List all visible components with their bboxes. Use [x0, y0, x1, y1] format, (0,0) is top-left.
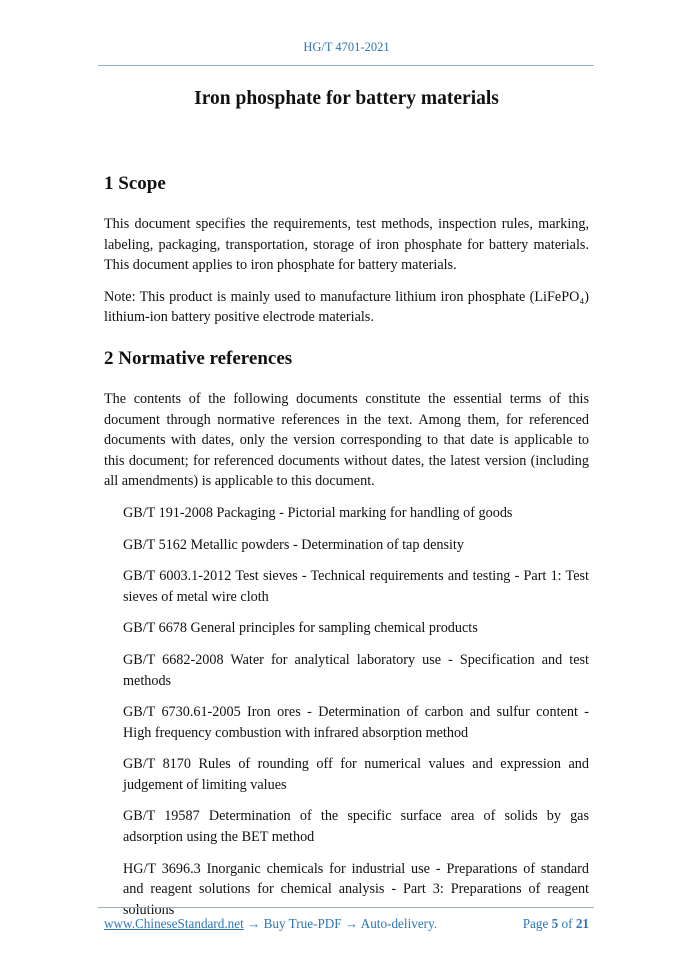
page-of-label: of: [561, 916, 573, 931]
section-heading-normative-references: 2 Normative references: [104, 347, 293, 369]
footer-promo: [104, 916, 437, 932]
reference-item: GB/T 191-2008 Packaging - Pictorial marking for handling of goods: [123, 504, 513, 521]
reference-item: GB/T 5162 Metallic powders - Determination of tap density: [123, 536, 464, 553]
normative-references-intro: The contents of the following documents constitute the essential terms of this document through normative references in the text. Among them, for referenced documents with dates, only the version corresponding to that date is applicable to this document; for referenced documents without dates, the latest version (including all amendments) is applicable to this document.: [104, 390, 589, 490]
scope-note: Note: This product is mainly used to manufacture lithium iron phosphate (LiFePO₄) lithium-ion battery positive electrode materials.: [104, 288, 589, 326]
website-link[interactable]: www.ChineseStandard.net: [104, 916, 244, 931]
reference-item: HG/T 3696.3 Inorganic chemicals for industrial use - Preparations of standard and reagent solutions for chemical analysis - Part 3: Preparations of reagent solutions: [123, 860, 589, 918]
footer-promo-text: → Buy True-PDF → Auto-delivery.: [243, 916, 438, 931]
document-code-header: HG/T 4701-2021: [303, 40, 390, 54]
section-heading-scope: 1 Scope: [104, 173, 166, 194]
reference-item: GB/T 6003.1-2012 Test sieves - Technical requirements and testing - Part 1: Test sieves of metal wire cloth: [123, 568, 589, 605]
reference-item: GB/T 8170 Rules of rounding off for numerical values and expression and judgement of limiting values: [123, 756, 589, 793]
reference-item: GB/T 19587 Determination of the specific surface area of solids by gas adsorption using the BET method: [123, 808, 589, 846]
reference-item: GB/T 6730.61-2005 Iron ores - Determination of carbon and sulfur content - High frequency combustion with infrared absorption method: [123, 704, 589, 741]
document-title: Iron phosphate for battery materials: [194, 88, 499, 109]
header-divider: [98, 65, 594, 66]
reference-item: GB/T 6682-2008 Water for analytical laboratory use - Specification and test methods: [123, 651, 589, 689]
page-indicator: [523, 916, 589, 932]
page-label: Page: [522, 916, 549, 931]
document-body: [104, 172, 589, 920]
page-current: 5: [551, 916, 559, 931]
page-total: 21: [575, 916, 589, 931]
reference-item: GB/T 6678 General principles for sampling chemical products: [123, 620, 478, 637]
footer-divider: [98, 907, 594, 908]
scope-paragraph: This document specifies the requirements, test methods, inspection rules, marking, labeling, packaging, transportation, storage of iron phosphate for battery materials. This document applies to iron phosphate for battery materials.: [104, 216, 589, 274]
page-footer: [104, 916, 589, 932]
